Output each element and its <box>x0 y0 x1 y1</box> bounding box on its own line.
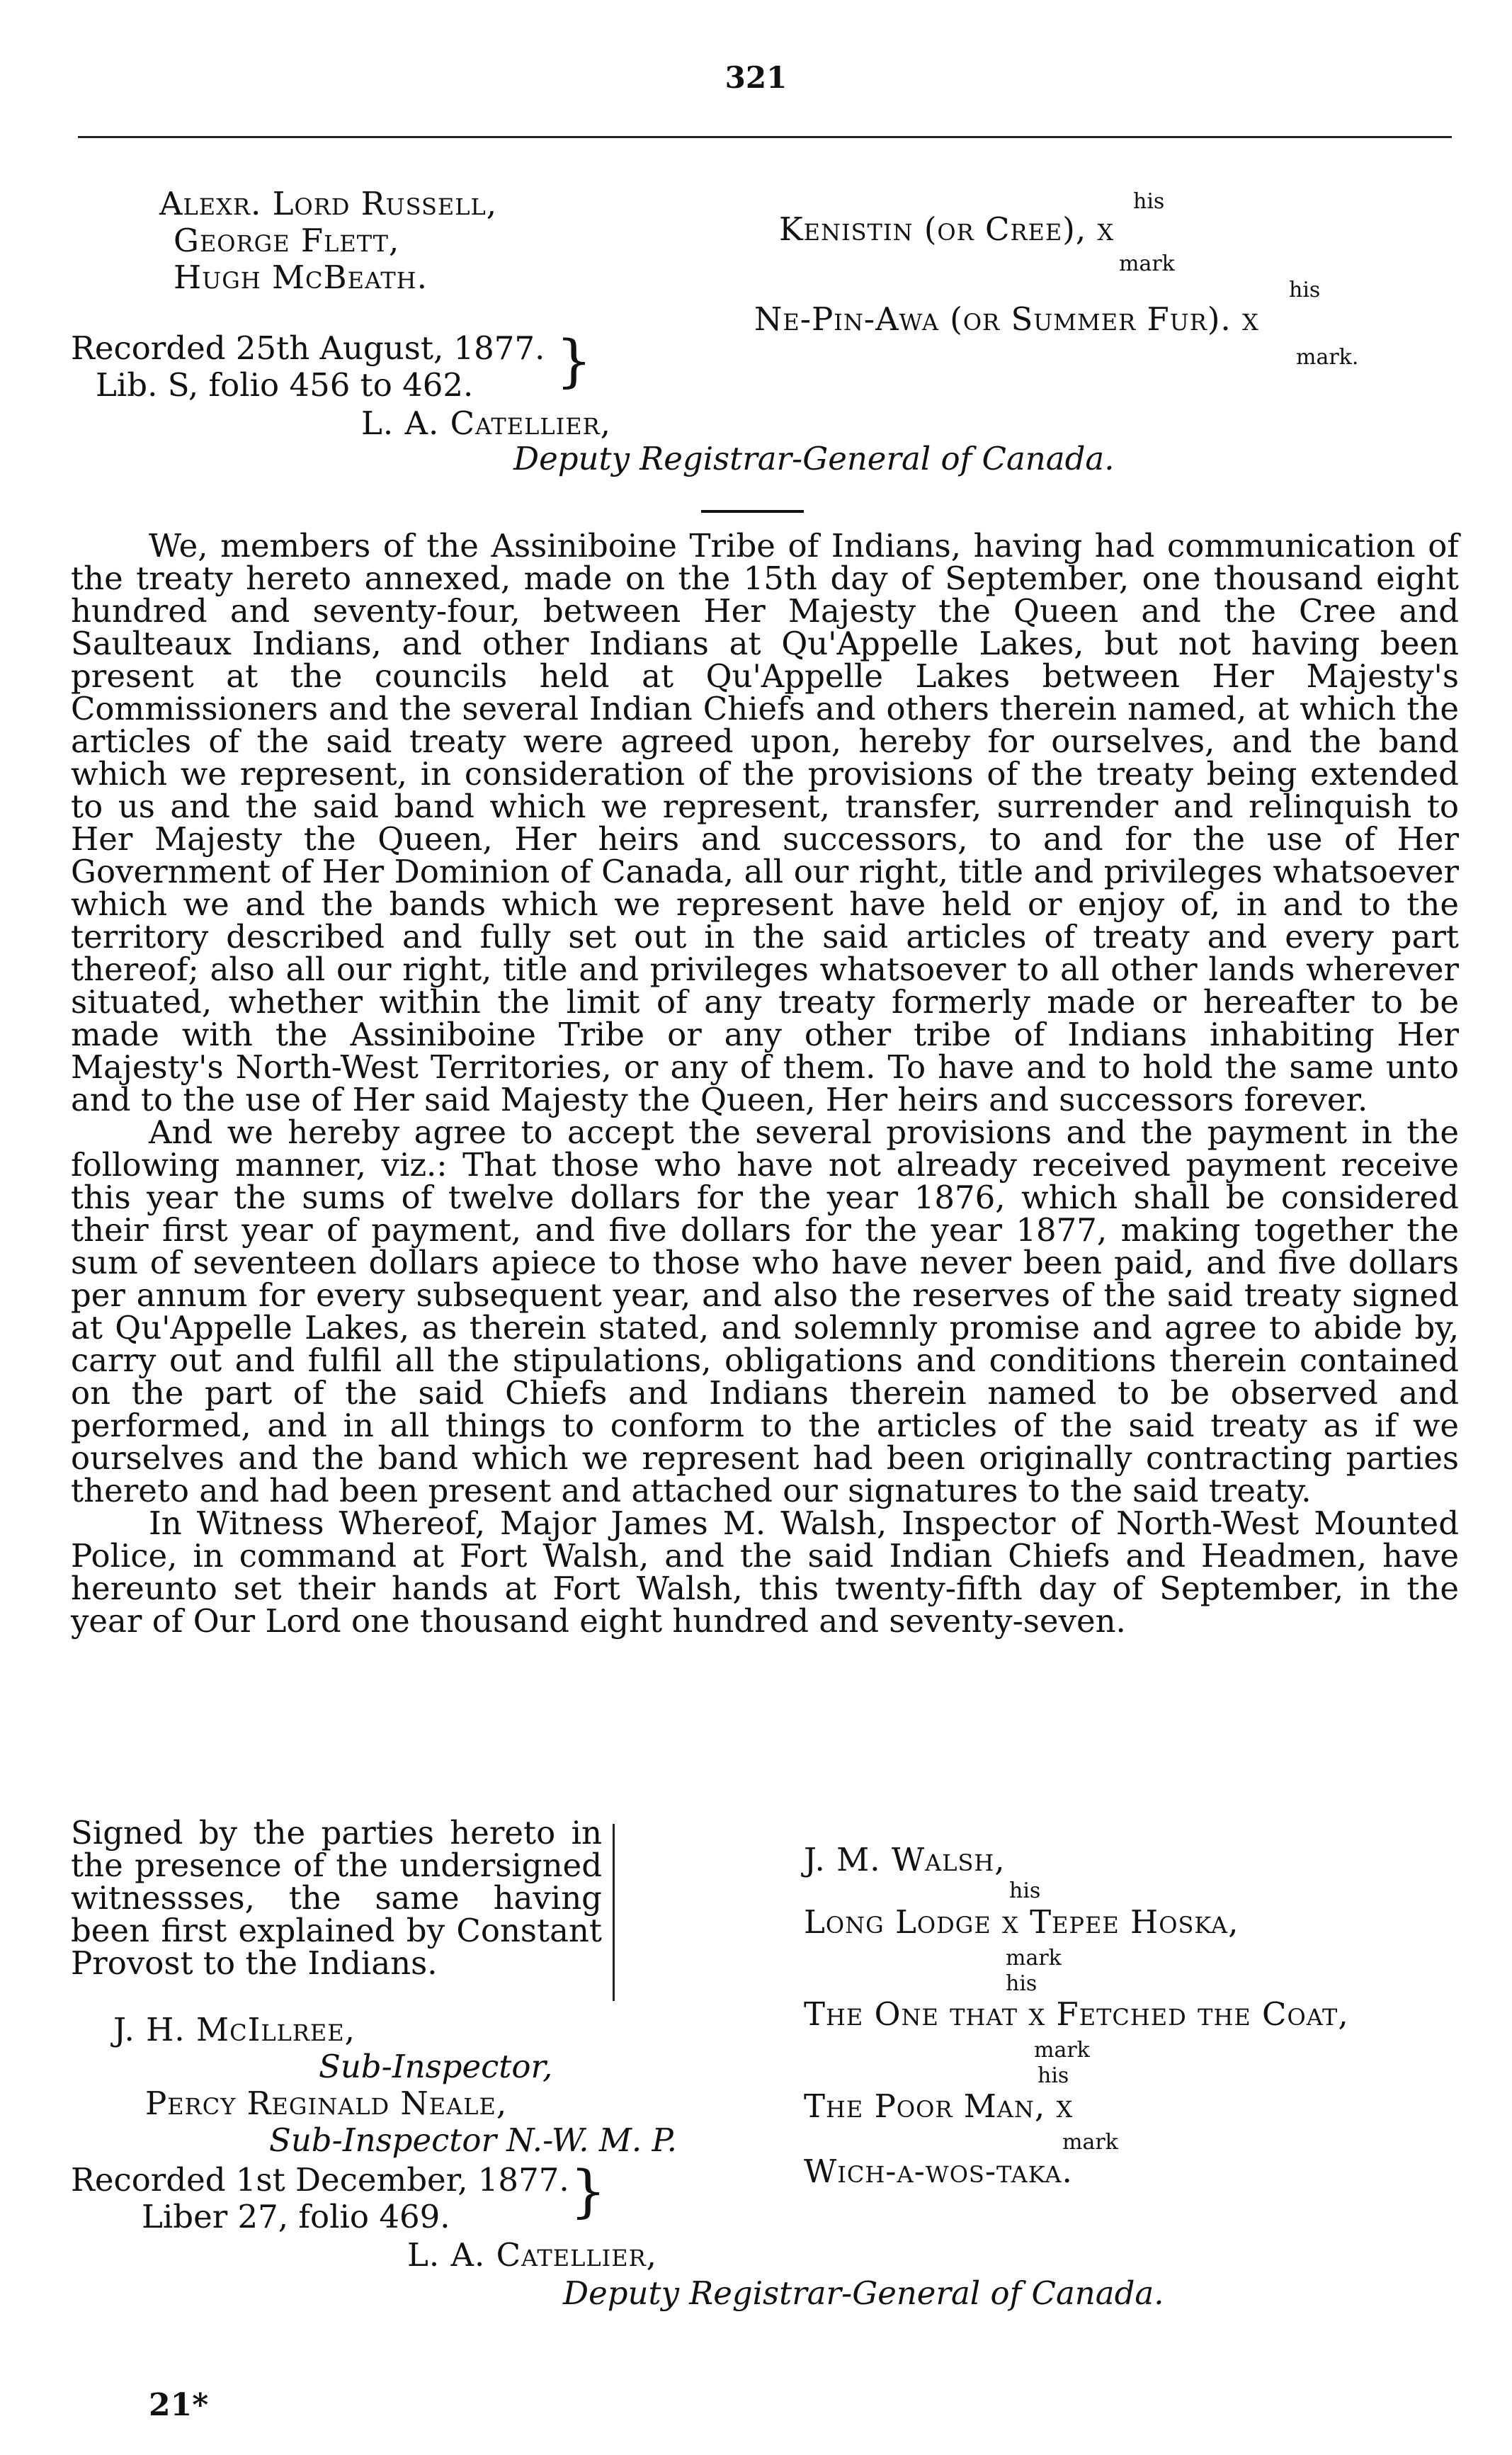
section-divider <box>701 510 804 513</box>
mark-label: mark. <box>1296 345 1359 370</box>
signature-walsh: J. M. Walsh, <box>804 1841 1006 1878</box>
witness-neale: Percy Reginald Neale, <box>145 2085 508 2122</box>
signature-long-lodge: Long Lodge x Tepee Hoska, <box>804 1903 1239 1941</box>
witness-mcillree: J. H. McIllree, <box>113 2011 356 2048</box>
signature-wich-a-wos-taka: Wich-a-wos-taka. <box>804 2153 1073 2190</box>
paragraph-witness-whereof: In Witness Whereof, Major James M. Walsh, Inspector of North-West Mounted Police, in command at Fort Walsh, and the said Indian Chiefs and Headmen, have hereunto set their hands at Fort Walsh, this twenty-fifth day of September, in the year of Our Lord one thousand eight hundred and seventy-seven. <box>71 1504 1459 1640</box>
signature-poor-man: The Poor Man, x <box>804 2087 1074 2125</box>
signature-ne-pin-awa: Ne-Pin-Awa (or Summer Fur). x <box>754 300 1259 338</box>
page-number: 321 <box>724 60 788 95</box>
signature-mark-footnote: 21* <box>149 2387 209 2423</box>
signature-fetched-the-coat: The One that x Fetched the Coat, <box>804 1995 1349 2033</box>
his-label: his <box>1009 1878 1041 1903</box>
mark-label: mark <box>1119 251 1175 276</box>
mark-label: mark <box>1062 2130 1118 2155</box>
witness-mcillree-title: Sub-Inspector, <box>319 2048 553 2085</box>
witness-clause: Signed by the parties hereto in the presence of the undersigned witnessses, the same having been first explained by Constant Provost to the Indians. <box>71 1814 602 1982</box>
recorded-line-1: Recorded 25th August, 1877. <box>71 329 545 367</box>
registrar-name: L. A. Catellier, <box>407 2236 657 2274</box>
recorded-line-2: Liber 27, folio 469. <box>142 2198 450 2235</box>
witness-neale-title: Sub-Inspector N.-W. M. P. <box>269 2121 677 2159</box>
paragraph-surrender: We, members of the Assiniboine Tribe of Indians, having had communication of the treaty hereto annexed, made on the 15th day of September, one thousand eight hundred and seventy-four, between Her Majesty the Queen and the Cree and Saulteaux Indians, and other Indians at Qu'Appelle Lakes, but not having been present at the councils held at Qu'Appelle Lakes between Her Majesty's Commissioners and the several Indian Chiefs and others therein named, at which the articles of the said treaty were agreed upon, hereby for ourselves, and the band which we represent, in consideration of the provisions of the treaty being extended to us and the said band which we represent, transfer, surrender and relinquish to Her Majesty the Queen, Her heirs and successors, to and for the use of Her Government of Her Dominion of Canada, all our right, title and privileges whatsoever which we and the bands which we represent have held or enjoy of, in and to the territory described and fully set out in the said articles of treaty and every part thereof; also all our right, title and privileges whatsoever to all other lands wherever situated, whether within the limit of any treaty formerly made or hereafter to be made with the Assiniboine Tribe or any other tribe of Indians inhabiting Her Majesty's North-West Territories, or any of them. To have and to hold the same unto and to the use of Her said Majesty the Queen, Her heirs and successors forever. <box>71 527 1459 1118</box>
treaty-body <box>71 527 1459 1640</box>
signature-mcbeath: Hugh McBeath. <box>174 259 428 296</box>
registrar-title: Deputy Registrar-General of Canada. <box>513 440 1115 477</box>
signature-kenistin: Kenistin (or Cree), x <box>779 210 1115 248</box>
registrar-name: L. A. Catellier, <box>361 404 611 442</box>
brace: } <box>570 2158 606 2224</box>
his-label: his <box>1133 189 1165 214</box>
his-label: his <box>1038 2063 1069 2088</box>
recorded-line-2: Lib. S, folio 456 to 462. <box>96 366 474 404</box>
signature-flett: George Flett, <box>174 222 400 259</box>
recorded-line-1: Recorded 1st December, 1877. <box>71 2161 569 2199</box>
paragraph-payment: And we hereby agree to accept the several provisions and the payment in the following manner, viz.: That those who have not already received payment receive this year the sums of twelve dollars for the year 1876, which shall be considered their first year of payment, and five dollars for the year 1877, making together the sum of seventeen dollars apiece to those who have never been paid, and five dollars per annum for every subsequent year, and also the reserves of the said treaty signed at Qu'Appelle Lakes, as therein stated, and solemnly promise and agree to abide by, carry out and fulfil all the stipulations, obligations and conditions therein contained on the part of the said Chiefs and Indians therein named to be observed and performed, and in all things to conform to the articles of the said treaty as if we ourselves and the band which we represent had been originally contracting parties thereto and had been present and attached our signatures to the said treaty. <box>71 1113 1459 1509</box>
registrar-title: Deputy Registrar-General of Canada. <box>563 2274 1164 2312</box>
mark-label: mark <box>1006 1946 1062 1971</box>
witness-brace <box>613 1824 615 2001</box>
his-label: his <box>1289 278 1321 302</box>
header-rule <box>78 136 1452 138</box>
brace: } <box>556 328 592 394</box>
signature-russell: Alexr. Lord Russell, <box>159 185 498 222</box>
mark-label: mark <box>1034 2038 1090 2063</box>
his-label: his <box>1006 1971 1038 1996</box>
